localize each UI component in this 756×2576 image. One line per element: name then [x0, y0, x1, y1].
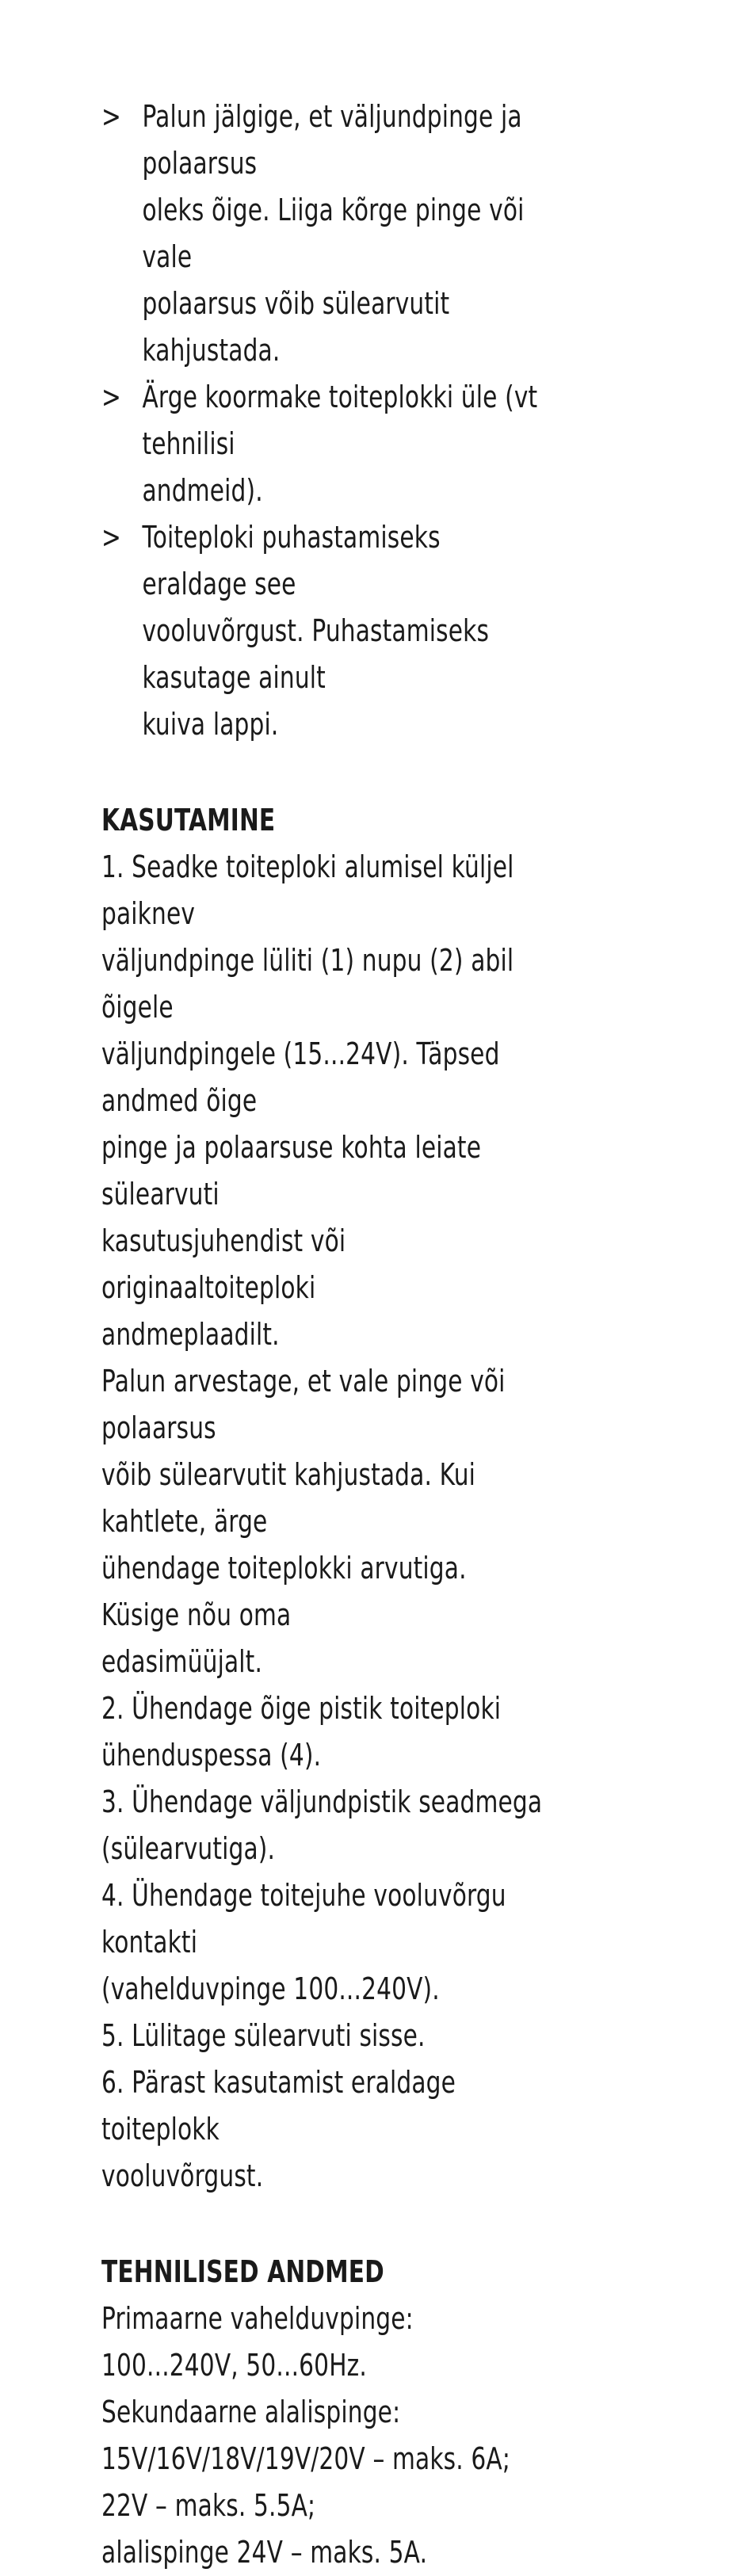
- usage-step: 2. Ühendage õige pistik toiteploki ühenduspessa (4).: [101, 1691, 502, 1773]
- warning-item: [101, 93, 547, 374]
- usage-section: [101, 797, 547, 2200]
- manual-page: [101, 93, 547, 2576]
- usage-step: 3. Ühendage väljundpistik seadmega (sülearvutiga).: [101, 1784, 543, 1866]
- specs-heading: TEHNILISED ANDMED: [101, 2254, 384, 2289]
- usage-step: 4. Ühendage toitejuhe vooluvõrgu kontakti (vahelduvpinge 100...240V).: [101, 1878, 506, 2006]
- warning-item: [101, 374, 547, 514]
- bullet-marker: >: [101, 380, 121, 414]
- usage-note: Palun arvestage, et vale pinge või polaarsus võib sülearvutit kahjustada. Kui kahtlete, ärge ühendage toiteplokki arvutiga. Küsige nõu oma edasimüüjalt.: [101, 1364, 506, 1679]
- usage-heading: KASUTAMINE: [101, 803, 276, 838]
- spec-line: 100...240V, 50...60Hz.: [101, 2348, 367, 2383]
- spec-line: alalispinge 24V – maks. 5A.: [101, 2535, 428, 2570]
- spec-line: 22V – maks. 5.5A;: [101, 2488, 316, 2523]
- usage-step: 1. Seadke toiteploki alumisel küljel paiknev väljundpinge lüliti (1) nupu (2) abil õigele väljundpingele (15...24V). Täpsed andmed õige pinge ja polaarsuse kohta leiate sülearvuti kasutusjuhendist või originaaltoiteploki andmeplaadilt.: [101, 849, 514, 1352]
- specs-section: [101, 2249, 547, 2576]
- spec-line: Sekundaarne alalispinge:: [101, 2395, 401, 2429]
- spec-line: Primaarne vahelduvpinge:: [101, 2301, 414, 2336]
- warning-text: Ärge koormake toiteplokki üle (vt tehnilisi andmeid).: [142, 380, 538, 508]
- warning-text: Palun jälgige, et väljundpinge ja polaarsus oleks õige. Liiga kõrge pinge või vale polaarsus võib sülearvutit kahjustada.: [142, 99, 525, 368]
- bullet-marker: >: [101, 520, 121, 555]
- usage-step: 6. Pärast kasutamist eraldage toiteplokk vooluvõrgust.: [101, 2065, 456, 2193]
- warning-list: [101, 93, 547, 748]
- warning-text: Toiteploki puhastamiseks eraldage see vooluvõrgust. Puhastamiseks kasutage ainult kuiva lappi.: [142, 520, 490, 742]
- bullet-marker: >: [101, 99, 121, 134]
- warning-item: [101, 514, 547, 748]
- spec-line: 15V/16V/18V/19V/20V – maks. 6A;: [101, 2441, 511, 2476]
- usage-step: 5. Lülitage sülearvuti sisse.: [101, 2018, 426, 2053]
